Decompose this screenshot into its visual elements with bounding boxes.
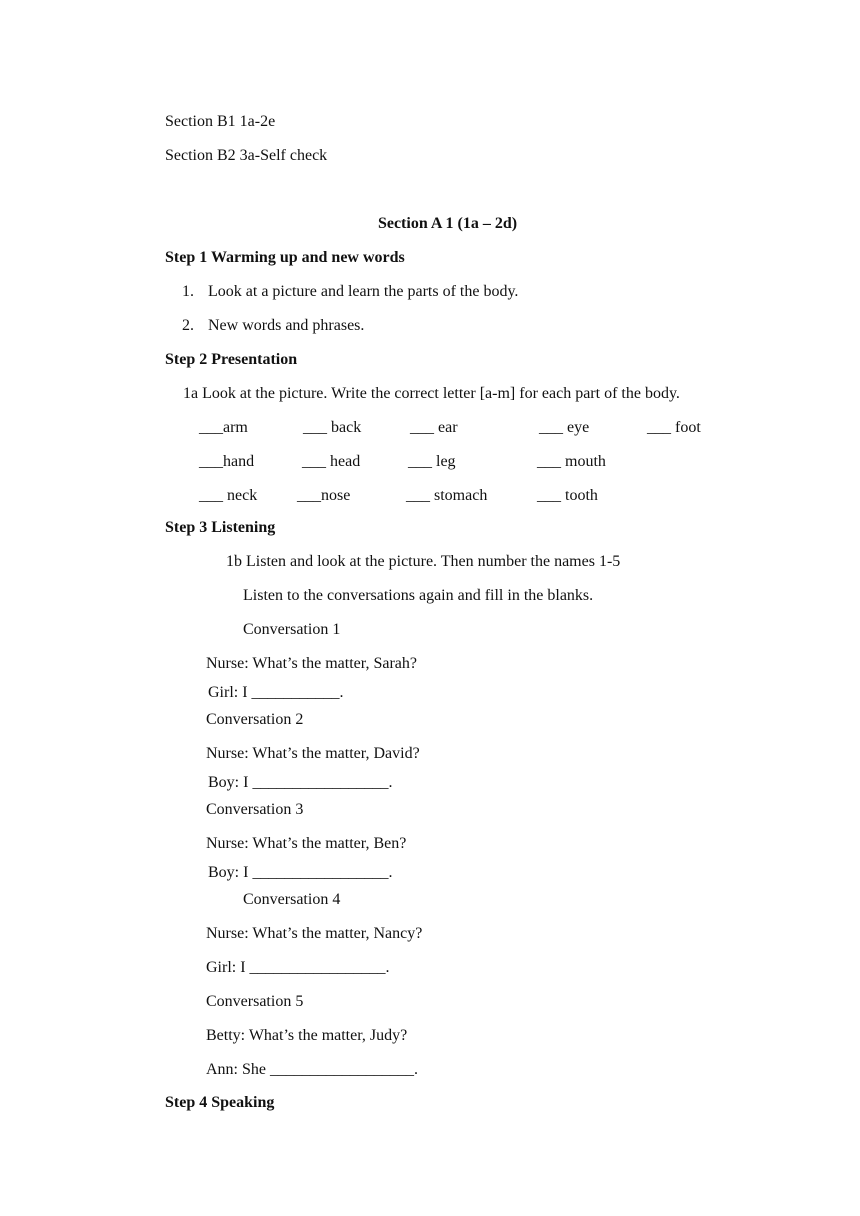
blank-hand: ___hand	[199, 453, 255, 470]
blank-mouth: ___ mouth	[537, 453, 606, 470]
step1-item-2	[182, 316, 364, 336]
item-text: Look at a picture and learn the parts of the body.	[208, 283, 519, 300]
conversation-4-answer: Girl: I _________________.	[206, 959, 390, 976]
conversation-2-answer: Boy: I _________________.	[208, 774, 393, 791]
blank-tooth: ___ tooth	[537, 487, 598, 504]
step3-instruction: 1b Listen and look at the picture. Then number the names 1-5	[226, 553, 621, 570]
blank-leg: ___ leg	[408, 453, 456, 470]
conversation-4-question: Nurse: What’s the matter, Nancy?	[206, 925, 423, 942]
section-title: Section A 1 (1a – 2d)	[377, 215, 518, 232]
conversation-4-label: Conversation 4	[243, 891, 341, 908]
item-text: New words and phrases.	[208, 317, 365, 334]
conversation-3-answer: Boy: I _________________.	[208, 864, 393, 881]
conversation-1-answer: Girl: I ___________.	[208, 684, 344, 701]
conversation-5-question: Betty: What’s the matter, Judy?	[206, 1027, 408, 1044]
conversation-3-question: Nurse: What’s the matter, Ben?	[206, 835, 407, 852]
section-b1-line: Section B1 1a-2e	[165, 113, 276, 130]
blank-head: ___ head	[302, 453, 361, 470]
item-number: 2.	[182, 317, 194, 334]
step1-heading: Step 1 Warming up and new words	[165, 249, 405, 266]
conversation-2-label: Conversation 2	[206, 711, 304, 728]
conversation-5-answer: Ann: She __________________.	[206, 1061, 418, 1078]
section-b2-line: Section B2 3a-Self check	[165, 147, 328, 164]
blank-eye: ___ eye	[539, 419, 590, 436]
blank-neck: ___ neck	[199, 487, 258, 504]
blank-foot: ___ foot	[647, 419, 701, 436]
item-number: 1.	[182, 283, 194, 300]
conversation-2-question: Nurse: What’s the matter, David?	[206, 745, 420, 762]
blank-back: ___ back	[303, 419, 362, 436]
step3-heading: Step 3 Listening	[165, 519, 276, 536]
step2-instruction: 1a Look at the picture. Write the correct letter [a-m] for each part of the body.	[183, 385, 680, 402]
step1-item-1	[182, 282, 518, 302]
blank-ear: ___ ear	[410, 419, 458, 436]
blank-arm: ___arm	[199, 419, 248, 436]
blank-nose: ___nose	[297, 487, 351, 504]
step2-heading: Step 2 Presentation	[165, 351, 298, 368]
conversation-1-question: Nurse: What’s the matter, Sarah?	[206, 655, 417, 672]
step4-heading: Step 4 Speaking	[165, 1094, 275, 1111]
step3-sub-instruction: Listen to the conversations again and fill in the blanks.	[243, 587, 594, 604]
blank-stomach: ___ stomach	[406, 487, 488, 504]
conversation-3-label: Conversation 3	[206, 801, 304, 818]
conversation-5-label: Conversation 5	[206, 993, 304, 1010]
conversation-1-label: Conversation 1	[243, 621, 341, 638]
